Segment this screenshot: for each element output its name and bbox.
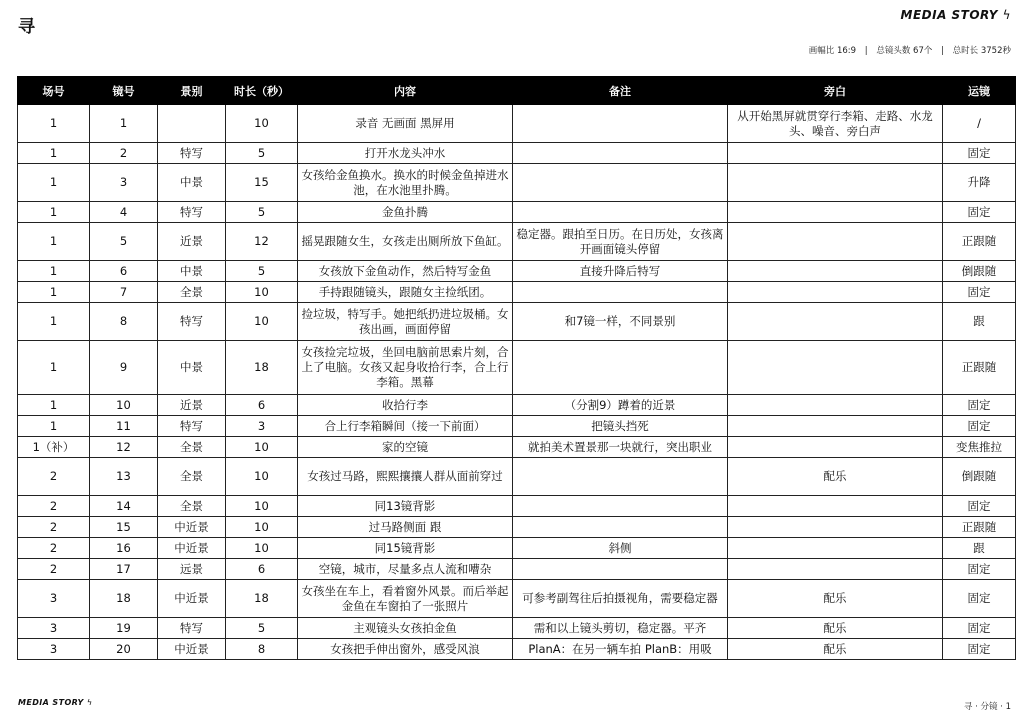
cell-note: 需和以上镜头剪切，稳定器。平齐 (513, 618, 728, 639)
cell-size (158, 105, 226, 143)
cell-scene: 1 (18, 202, 90, 223)
table-row (18, 416, 1016, 437)
cell-scene: 1（补） (18, 437, 90, 458)
cell-duration: 5 (226, 202, 298, 223)
cell-shot: 6 (90, 261, 158, 282)
cell-duration: 10 (226, 538, 298, 559)
cell-content: 同15镜背影 (298, 538, 513, 559)
cell-shot: 7 (90, 282, 158, 303)
cell-scene: 2 (18, 458, 90, 496)
cell-duration: 6 (226, 559, 298, 580)
cell-content: 录音 无画面 黑屏用 (298, 105, 513, 143)
cell-narration (728, 416, 943, 437)
cell-scene: 1 (18, 105, 90, 143)
cell-content: 女孩捡完垃圾，坐回电脑前思索片刻，合上了电脑。女孩又起身收拾行李，合上行李箱。黑幕 (298, 341, 513, 395)
cell-size: 特写 (158, 618, 226, 639)
cell-content: 女孩过马路，熙熙攘攘人群从面前穿过 (298, 458, 513, 496)
cell-content: 打开水龙头冲水 (298, 143, 513, 164)
cell-scene: 1 (18, 341, 90, 395)
page-number-label: 寻 · 分镜 · 1 (963, 702, 1011, 712)
cell-content: 女孩放下金鱼动作，然后特写金鱼 (298, 261, 513, 282)
cell-scene: 3 (18, 639, 90, 660)
cell-scene: 1 (18, 303, 90, 341)
table-row (18, 282, 1016, 303)
cell-size: 中近景 (158, 639, 226, 660)
cell-narration (728, 261, 943, 282)
cell-shot: 8 (90, 303, 158, 341)
table-row (18, 223, 1016, 261)
duration-value: 3752秒 (980, 46, 1011, 56)
duration-label: 总时长 (952, 46, 979, 56)
cell-content: 家的空镜 (298, 437, 513, 458)
cell-duration: 3 (226, 416, 298, 437)
table-row (18, 105, 1016, 143)
page-title: 寻 (18, 17, 35, 37)
cell-scene: 3 (18, 618, 90, 639)
table-row (18, 202, 1016, 223)
column-header-narration: 旁白 (728, 77, 943, 105)
cell-shot: 18 (90, 580, 158, 618)
cell-shot: 19 (90, 618, 158, 639)
cell-scene: 2 (18, 496, 90, 517)
cell-duration: 10 (226, 303, 298, 341)
cell-scene: 1 (18, 143, 90, 164)
column-header-duration: 时长（秒） (226, 77, 298, 105)
cell-note (513, 202, 728, 223)
cell-size: 全景 (158, 282, 226, 303)
cell-shot: 9 (90, 341, 158, 395)
table-body (18, 105, 1016, 660)
shot-list-table (17, 76, 1016, 660)
cell-shot: 3 (90, 164, 158, 202)
cell-note: 就拍美术置景那一块就行，突出职业 (513, 437, 728, 458)
cell-size: 特写 (158, 416, 226, 437)
cell-scene: 1 (18, 416, 90, 437)
cell-content: 合上行李箱瞬间（接一下前面） (298, 416, 513, 437)
table-row (18, 341, 1016, 395)
cell-note (513, 559, 728, 580)
table-row (18, 303, 1016, 341)
cell-shot: 10 (90, 395, 158, 416)
cell-duration: 18 (226, 341, 298, 395)
cell-narration (728, 517, 943, 538)
lightning-icon: ϟ (86, 698, 93, 707)
cell-scene: 1 (18, 223, 90, 261)
cell-scene: 2 (18, 559, 90, 580)
cell-size: 中近景 (158, 517, 226, 538)
cell-duration: 10 (226, 105, 298, 143)
cell-size: 特写 (158, 202, 226, 223)
cell-note: 和7镜一样，不同景别 (513, 303, 728, 341)
cell-note (513, 282, 728, 303)
cell-size: 中景 (158, 261, 226, 282)
column-header-camera: 运镜 (943, 77, 1016, 105)
aspect-label: 画幅比 (808, 46, 835, 56)
table-header-row (18, 77, 1016, 105)
cell-camera: 倒跟随 (943, 458, 1016, 496)
cell-content: 主观镜头女孩拍金鱼 (298, 618, 513, 639)
cell-narration (728, 303, 943, 341)
cell-scene: 1 (18, 164, 90, 202)
cell-shot: 4 (90, 202, 158, 223)
column-header-size: 景别 (158, 77, 226, 105)
cell-size: 全景 (158, 437, 226, 458)
footer-brand-text: MEDIA STORY (18, 698, 84, 707)
column-header-content: 内容 (298, 77, 513, 105)
cell-shot: 16 (90, 538, 158, 559)
table-row (18, 517, 1016, 538)
cell-note (513, 143, 728, 164)
cell-content: 摇晃跟随女生，女孩走出厕所放下鱼缸。 (298, 223, 513, 261)
cell-camera: 正跟随 (943, 517, 1016, 538)
cell-scene: 1 (18, 282, 90, 303)
cell-note: 稳定器。跟拍至日历。在日历处，女孩离开画面镜头停留 (513, 223, 728, 261)
cell-size: 中景 (158, 164, 226, 202)
cell-scene: 2 (18, 517, 90, 538)
cell-scene: 3 (18, 580, 90, 618)
meta-divider: | (864, 46, 868, 56)
cell-camera: 固定 (943, 282, 1016, 303)
cell-camera: 正跟随 (943, 223, 1016, 261)
cell-camera: 固定 (943, 639, 1016, 660)
cell-camera: 升降 (943, 164, 1016, 202)
cell-narration: 配乐 (728, 618, 943, 639)
cell-note: 把镜头挡死 (513, 416, 728, 437)
cell-duration: 6 (226, 395, 298, 416)
cell-note (513, 164, 728, 202)
cell-narration (728, 538, 943, 559)
summary-meta (809, 44, 1011, 56)
cell-note (513, 458, 728, 496)
table-row (18, 143, 1016, 164)
footer-brand-logo (18, 698, 93, 707)
cell-camera: 固定 (943, 559, 1016, 580)
cell-camera: 跟 (943, 538, 1016, 559)
cell-shot: 11 (90, 416, 158, 437)
cell-size: 全景 (158, 496, 226, 517)
cell-note (513, 105, 728, 143)
cell-content: 空镜，城市，尽量多点人流和嘈杂 (298, 559, 513, 580)
cell-size: 中近景 (158, 580, 226, 618)
table-row (18, 580, 1016, 618)
cell-size: 中近景 (158, 538, 226, 559)
cell-narration (728, 223, 943, 261)
table-row (18, 618, 1016, 639)
cell-scene: 2 (18, 538, 90, 559)
cell-size: 特写 (158, 143, 226, 164)
cell-content: 同13镜背影 (298, 496, 513, 517)
cell-size: 特写 (158, 303, 226, 341)
cell-shot: 17 (90, 559, 158, 580)
cell-content: 过马路侧面 跟 (298, 517, 513, 538)
table-row (18, 261, 1016, 282)
brand-logo-text: MEDIA STORY (900, 8, 998, 22)
cell-note: （分割9）蹲着的近景 (513, 395, 728, 416)
cell-narration (728, 202, 943, 223)
cell-narration (728, 341, 943, 395)
cell-content: 女孩给金鱼换水。换水的时候金鱼掉进水池，在水池里扑腾。 (298, 164, 513, 202)
cell-size: 远景 (158, 559, 226, 580)
cell-note (513, 517, 728, 538)
table-row (18, 164, 1016, 202)
column-header-scene: 场号 (18, 77, 90, 105)
cell-camera: 跟 (943, 303, 1016, 341)
cell-duration: 18 (226, 580, 298, 618)
cell-narration: 从开始黑屏就贯穿行李箱、走路、水龙头、噪音、旁白声 (728, 105, 943, 143)
cell-camera: 固定 (943, 143, 1016, 164)
cell-shot: 12 (90, 437, 158, 458)
cell-duration: 5 (226, 261, 298, 282)
cell-scene: 1 (18, 261, 90, 282)
cell-content: 金鱼扑腾 (298, 202, 513, 223)
shot-count-value: 67个 (913, 46, 933, 56)
cell-camera: 固定 (943, 496, 1016, 517)
table-row (18, 496, 1016, 517)
cell-size: 近景 (158, 223, 226, 261)
table-row (18, 559, 1016, 580)
table-row (18, 437, 1016, 458)
cell-duration: 10 (226, 437, 298, 458)
cell-narration (728, 164, 943, 202)
cell-narration (728, 143, 943, 164)
cell-content: 收拾行李 (298, 395, 513, 416)
cell-narration: 配乐 (728, 639, 943, 660)
cell-note: PlanA：在另一辆车拍 PlanB：用吸 (513, 639, 728, 660)
cell-duration: 5 (226, 143, 298, 164)
cell-narration (728, 559, 943, 580)
shot-count-label: 总镜头数 (876, 46, 911, 56)
cell-narration (728, 437, 943, 458)
lightning-icon: ϟ (1002, 8, 1011, 22)
cell-camera: 固定 (943, 416, 1016, 437)
cell-shot: 1 (90, 105, 158, 143)
cell-narration (728, 496, 943, 517)
column-header-shot: 镜号 (90, 77, 158, 105)
cell-camera: 固定 (943, 618, 1016, 639)
cell-duration: 8 (226, 639, 298, 660)
cell-narration: 配乐 (728, 458, 943, 496)
cell-narration (728, 395, 943, 416)
cell-shot: 14 (90, 496, 158, 517)
cell-scene: 1 (18, 395, 90, 416)
cell-note (513, 341, 728, 395)
cell-note: 斜侧 (513, 538, 728, 559)
table-row (18, 538, 1016, 559)
brand-logo (901, 8, 1012, 22)
cell-content: 手持跟随镜头，跟随女主捡纸团。 (298, 282, 513, 303)
cell-duration: 5 (226, 618, 298, 639)
cell-shot: 5 (90, 223, 158, 261)
cell-size: 中景 (158, 341, 226, 395)
cell-camera: 固定 (943, 202, 1016, 223)
cell-shot: 15 (90, 517, 158, 538)
cell-camera: / (943, 105, 1016, 143)
cell-size: 全景 (158, 458, 226, 496)
aspect-value: 16:9 (836, 46, 857, 56)
cell-narration (728, 282, 943, 303)
cell-shot: 13 (90, 458, 158, 496)
cell-camera: 变焦推拉 (943, 437, 1016, 458)
cell-note: 可参考副驾往后拍摄视角，需要稳定器 (513, 580, 728, 618)
cell-shot: 20 (90, 639, 158, 660)
table-row (18, 458, 1016, 496)
cell-duration: 12 (226, 223, 298, 261)
cell-camera: 固定 (943, 395, 1016, 416)
cell-duration: 10 (226, 282, 298, 303)
cell-duration: 10 (226, 517, 298, 538)
cell-content: 捡垃圾，特写手。她把纸扔进垃圾桶。女孩出画，画面停留 (298, 303, 513, 341)
cell-note (513, 496, 728, 517)
cell-duration: 10 (226, 496, 298, 517)
column-header-note: 备注 (513, 77, 728, 105)
cell-size: 近景 (158, 395, 226, 416)
cell-camera: 正跟随 (943, 341, 1016, 395)
cell-narration: 配乐 (728, 580, 943, 618)
cell-shot: 2 (90, 143, 158, 164)
table-row (18, 639, 1016, 660)
cell-camera: 固定 (943, 580, 1016, 618)
cell-content: 女孩把手伸出窗外，感受风浪 (298, 639, 513, 660)
cell-note: 直接升降后特写 (513, 261, 728, 282)
meta-divider: | (941, 46, 944, 56)
cell-duration: 15 (226, 164, 298, 202)
table-row (18, 395, 1016, 416)
cell-content: 女孩坐在车上，看着窗外风景。而后举起金鱼在车窗拍了一张照片 (298, 580, 513, 618)
cell-duration: 10 (226, 458, 298, 496)
cell-camera: 倒跟随 (943, 261, 1016, 282)
